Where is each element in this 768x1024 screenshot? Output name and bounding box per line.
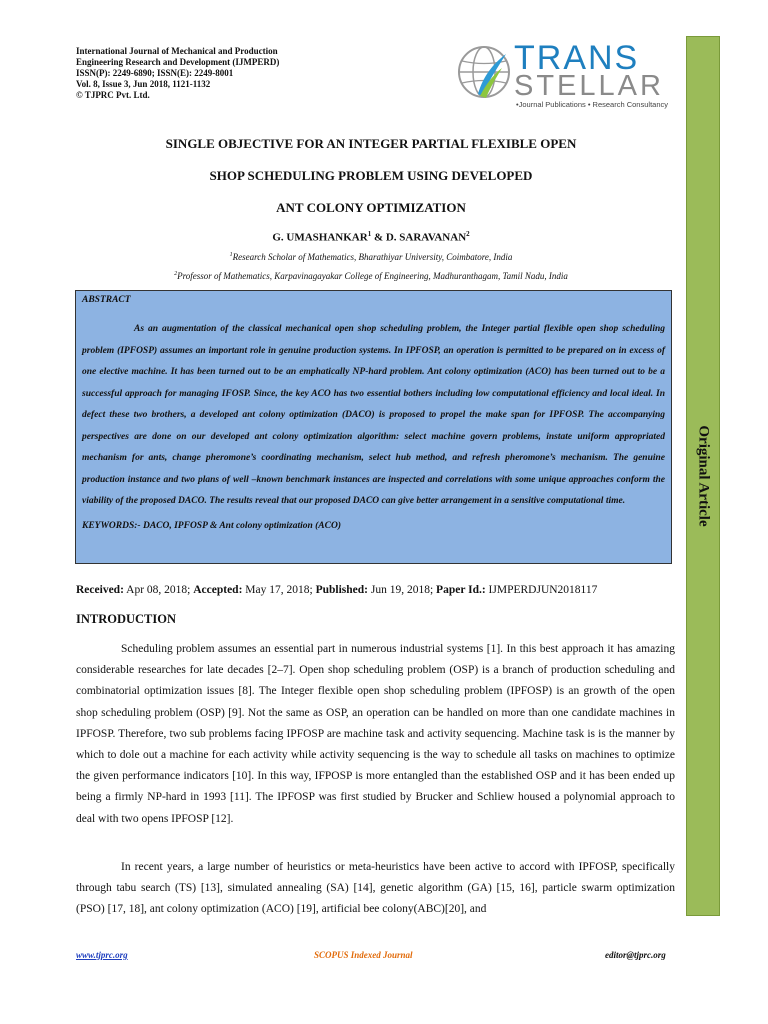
affiliation-2	[76, 271, 666, 281]
author-1: G. UMASHANKAR	[272, 231, 368, 244]
journal-copyright: © TJPRC Pvt. Ltd.	[76, 90, 150, 100]
journal-issn: ISSN(P): 2249-6890; ISSN(E): 2249-8001	[76, 68, 234, 78]
received-date: Apr 08, 2018;	[123, 584, 194, 596]
author-2-sup: 2	[466, 230, 470, 238]
title-line-2: SHOP SCHEDULING PROBLEM USING DEVELOPED	[209, 168, 533, 183]
affiliation-1	[76, 252, 666, 262]
journal-volume: Vol. 8, Issue 3, Jun 2018, 1121-1132	[76, 79, 211, 89]
keywords: KEYWORDS:- DACO, IPFOSP & Ant colony optimization (ACO)	[82, 520, 341, 531]
abstract-body: As an augmentation of the classical mechanical open shop scheduling problem, the Integer partial flexible open shop scheduling problem (IPFOSP) assumes an important role in genuine production systems. In IPFOSP, an operation is permitted to be prepared on in excess of one elective machine. It has been turned out to be an emphatically NP-hard problem. Ant colony optimization (ACO) has been turned out to be a successful approach for managing IFOSP. Since, the key ACO has two essential bothers including low computational efficiency and local ideal. In defect these two brothers, a developed ant colony optimization (DACO) is proposed to propel the make span for IPFOSP. The accompanying perspectives are done on our developed ant colony optimization algorithm: select machine govern problems, instate uniform appropriated mechanism for ants, change pheromone’s coordinating mechanism, select hub method, and refresh pheromone’s mechanism. The genuine production instance and two plans of well –known benchmark instances are inspected and correlations with some unique approaches conform the viability of the proposed DACO. The results reveal that our proposed DACO can give better arrangement in a sensitive computational time.	[82, 324, 665, 506]
introduction-paragraph-2: In recent years, a large number of heuristics or meta-heuristics have been active to accord with IPFOSP, specifically through tabu search (TS) [13], simulated annealing (SA) [14], genetic algorithm (GA) [15, 16], particle swarm optimization (PSO) [17, 18], ant colony optimization (ACO) [19], artificial bee colony(ABC)[20], and	[76, 861, 675, 916]
affiliation-1-text: Research Scholar of Mathematics, Bharathiyar University, Coimbatore, India	[232, 252, 513, 262]
affiliation-1-sup: 1	[229, 252, 233, 258]
introduction-paragraph-1: Scheduling problem assumes an essential part in numerous industrial systems [1]. In this best approach it has amazing considerable researches for late decades [2–7]. Open shop scheduling problem (OSP) is a branch of production scheduling and combinatorial optimization issues [8]. The Integer flexible open shop scheduling problem (IPFOSP) is an growth of the open shop scheduling problem (OSP) [9]. Not the same as OSP, an operation can be handled on more than one candidate machines in IPFOSP. Therefore, two sub problems facing IPFOSP are machine task and activity sequencing. Machine task is is the manner by which to dole out a machine for each activity while activity sequencing is the way to schedule all tasks on machines to optimize the given performance indicators [10]. In this way, IFPOSP is more entangled than the established OSP and it has been ended up being a firmly NP-hard in 1993 [11]. The IPFOSP was first studied by Brucker and Schliew housed a polynomial approach to deal with two opens IPFOSP [12].	[76, 643, 675, 825]
accepted-label: Accepted:	[193, 584, 243, 596]
logo-trans-text: TRANS	[514, 39, 640, 77]
footer-website-link[interactable]: www.tjprc.org	[76, 950, 128, 960]
authors	[76, 230, 666, 244]
introduction-heading: INTRODUCTION	[76, 612, 177, 626]
affiliation-2-sup: 2	[174, 271, 178, 277]
paper-id: IJMPERDJUN2018117	[485, 584, 598, 596]
title-line-1: SINGLE OBJECTIVE FOR AN INTEGER PARTIAL FLEXIBLE OPEN	[165, 136, 577, 151]
footer-scopus-label: SCOPUS Indexed Journal	[314, 950, 413, 960]
journal-name-line2: Engineering Research and Development (IJMPERD)	[76, 57, 280, 67]
published-label: Published:	[315, 584, 368, 596]
accepted-date: May 17, 2018;	[242, 584, 316, 596]
title-line-3: ANT COLONY OPTIMIZATION	[276, 200, 466, 215]
author-1-sup: 1	[367, 230, 372, 238]
received-label: Received:	[76, 584, 124, 596]
author-connector: &	[371, 231, 386, 244]
affiliation-2-text: Professor of Mathematics, Karpavinagayakar College of Engineering, Madhuranthagam, Tamil Nadu, India	[177, 271, 568, 281]
abstract-heading: ABSTRACT	[82, 295, 131, 305]
logo-tagline: •Journal Publications • Research Consultancy	[516, 100, 668, 109]
logo-stellar-text: STELLAR	[514, 70, 664, 102]
paper-id-label: Paper Id.:	[436, 584, 486, 596]
footer-email: editor@tjprc.org	[605, 950, 666, 960]
published-date: Jun 19, 2018;	[368, 584, 437, 596]
journal-info	[76, 46, 376, 101]
globe-icon	[456, 44, 512, 100]
abstract-box	[75, 290, 672, 564]
journal-name-line1: International Journal of Mechanical and Production	[76, 46, 278, 56]
article-type-label: Original Article	[695, 425, 712, 527]
publication-dates	[76, 584, 676, 596]
author-2: D. SARAVANAN	[385, 231, 467, 244]
transstellar-logo	[456, 40, 672, 112]
